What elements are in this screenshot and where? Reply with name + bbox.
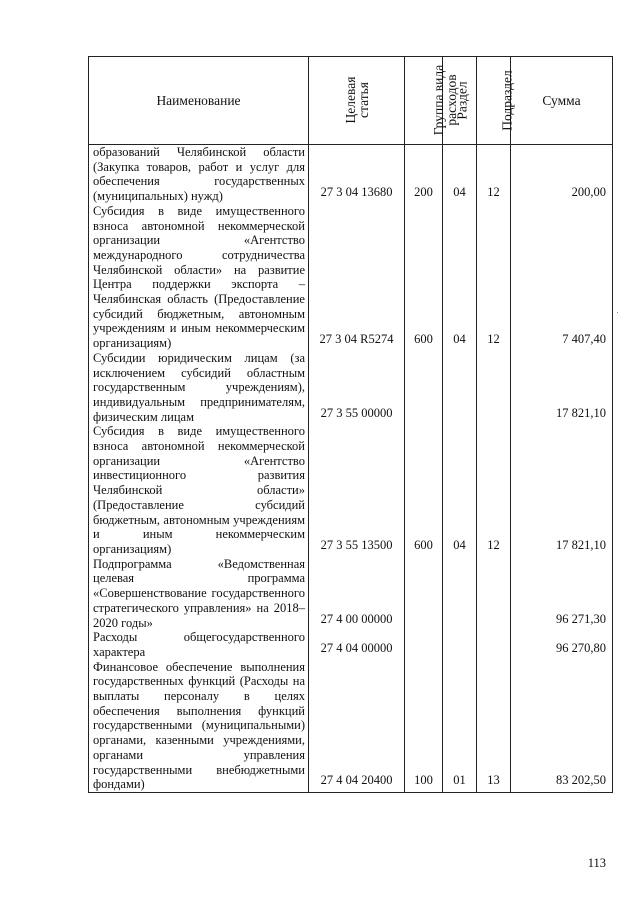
header-expense-group: Группа вида расходов <box>405 57 443 145</box>
cell-section: 04 <box>443 204 477 351</box>
cell-section <box>443 351 477 425</box>
header-target-article: Целевая статья <box>309 57 405 145</box>
cell-code: 27 4 04 20400 <box>309 660 405 793</box>
cell-subsection: 12 <box>477 145 511 204</box>
cell-amount: 96 270,80 <box>511 630 613 659</box>
cell-amount: 83 202,50 <box>511 660 613 793</box>
cell-group <box>405 630 443 659</box>
cell-name: Подпрограмма «Ведомственная целевая программа «Совершенствование государственного стратегического управления» на 2018–2020 годы» <box>89 557 309 631</box>
budget-table <box>88 56 613 793</box>
table-row <box>89 630 613 659</box>
cell-code: 27 3 04 13680 <box>309 145 405 204</box>
cell-amount: 7 407,40 <box>511 204 613 351</box>
cell-code: 27 3 04 R5274 <box>309 204 405 351</box>
cell-code: 27 4 04 00000 <box>309 630 405 659</box>
cell-amount: 17 821,10 <box>511 424 613 556</box>
scan-speck <box>617 312 618 313</box>
cell-section: 01 <box>443 660 477 793</box>
cell-amount: 96 271,30 <box>511 557 613 631</box>
table-row <box>89 660 613 793</box>
table-row <box>89 424 613 556</box>
cell-group: 200 <box>405 145 443 204</box>
cell-group <box>405 557 443 631</box>
cell-name: Субсидия в виде имущественного взноса автономной некоммерческой организации «Агентство инвестиционного развития Челябинской области» (Предоставление субсидий бюджетным, автономным учреждениям и иным некоммерческим организациям) <box>89 424 309 556</box>
table-header-row <box>89 57 613 145</box>
cell-subsection <box>477 630 511 659</box>
cell-section: 04 <box>443 424 477 556</box>
cell-name: образований Челябинской области (Закупка товаров, работ и услуг для обеспечения государственных (муниципальных) нужд) <box>89 145 309 204</box>
cell-group <box>405 351 443 425</box>
header-section: Раздел <box>443 57 477 145</box>
cell-section <box>443 557 477 631</box>
cell-name: Субсидии юридическим лицам (за исключением субсидий областным государственным учреждениям), индивидуальным предпринимателям, физическим лицам <box>89 351 309 425</box>
table-row <box>89 557 613 631</box>
cell-subsection: 12 <box>477 204 511 351</box>
cell-group: 600 <box>405 204 443 351</box>
cell-section: 04 <box>443 145 477 204</box>
table-row <box>89 351 613 425</box>
cell-section <box>443 630 477 659</box>
table-row <box>89 145 613 204</box>
cell-amount: 17 821,10 <box>511 351 613 425</box>
cell-name: Субсидия в виде имущественного взноса автономной некоммерческой организации «Агентство международного сотрудничества Челябинской области» на развитие Центра поддержки экспорта – Челябинская область (Предоставление субсидий бюджетным, автономным учреждениям и иным некоммерческим организациям) <box>89 204 309 351</box>
cell-code: 27 3 55 13500 <box>309 424 405 556</box>
cell-subsection: 13 <box>477 660 511 793</box>
cell-code: 27 3 55 00000 <box>309 351 405 425</box>
cell-group: 100 <box>405 660 443 793</box>
cell-name: Финансовое обеспечение выполнения государственных функций (Расходы на выплаты персоналу в целях обеспечения выполнения функций государственными (муниципальными) органами, казенными учреждениями, органами управления государственными внебюджетными фондами) <box>89 660 309 793</box>
cell-amount: 200,00 <box>511 145 613 204</box>
page-number: 113 <box>587 856 606 870</box>
cell-code: 27 4 00 00000 <box>309 557 405 631</box>
cell-group: 600 <box>405 424 443 556</box>
cell-name: Расходы общегосударственного характера <box>89 630 309 659</box>
cell-subsection <box>477 557 511 631</box>
header-name: Наименование <box>89 57 309 145</box>
cell-subsection <box>477 351 511 425</box>
header-subsection: Подраздел <box>477 57 511 145</box>
table-row <box>89 204 613 351</box>
cell-subsection: 12 <box>477 424 511 556</box>
header-amount: Сумма <box>511 57 613 145</box>
